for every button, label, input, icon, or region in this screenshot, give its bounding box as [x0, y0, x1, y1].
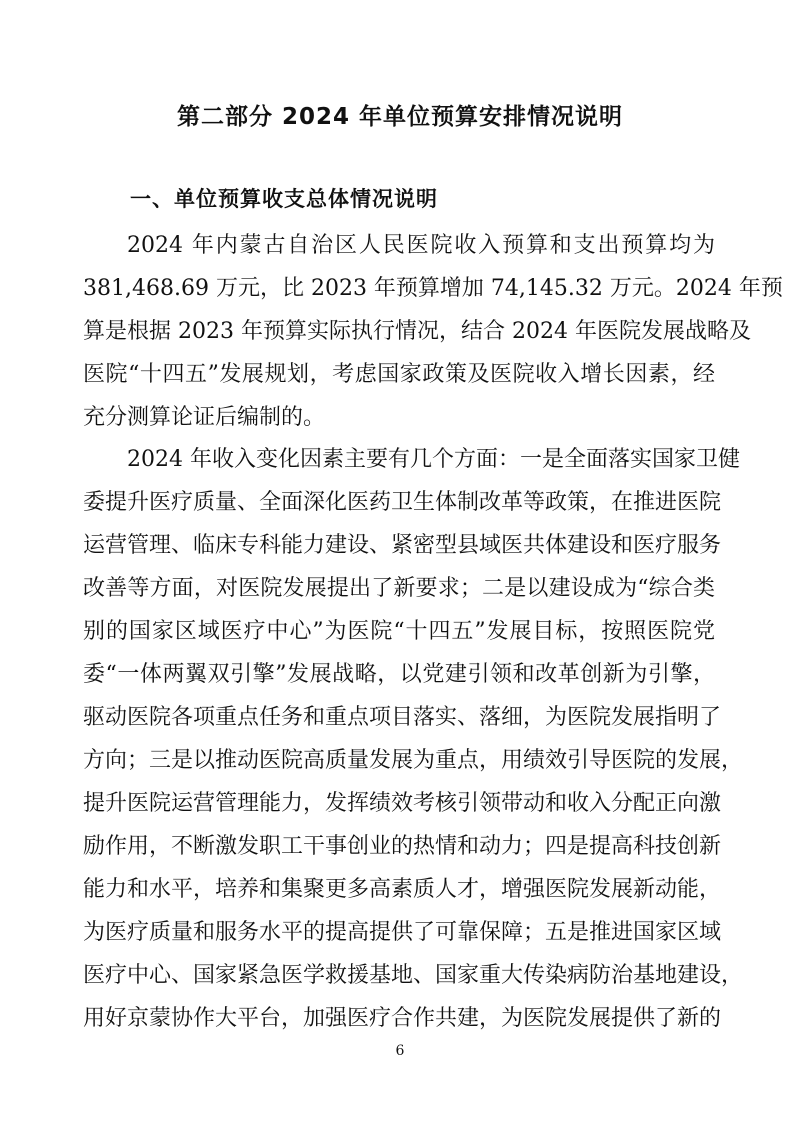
text-line: 能力和水平，培养和集聚更多高素质人才，增强医院发展新动能，	[83, 877, 722, 902]
page-title: 第二部分 2024 年单位预算安排情况说明	[176, 104, 624, 130]
paragraph-income-factors	[83, 438, 744, 1040]
text-line: 改善等方面，对医院发展提出了新要求；二是以建设成为“综合类	[83, 576, 715, 601]
text-line: 委提升医疗质量、全面深化医药卫生体制改革等政策，在推进医院	[83, 490, 722, 515]
section-heading: 一、单位预算收支总体情况说明	[130, 187, 438, 211]
text-line: 算是根据 2023 年预算实际执行情况，结合 2024 年医院发展战略及	[83, 319, 751, 344]
text-line: 2024 年内蒙古自治区人民医院收入预算和支出预算均为	[127, 233, 715, 258]
text-line: 2024 年收入变化因素主要有几个方面：一是全面落实国家卫健	[127, 447, 740, 472]
text-line: 381,468.69 万元，比 2023 年预算增加 74,145.32 万元。2024 年预	[83, 276, 783, 301]
page-number: 6	[395, 1043, 405, 1059]
text-line: 运营管理、临床专科能力建设、紧密型县域医共体建设和医疗服务	[83, 533, 722, 558]
text-line: 方向；三是以推动医院高质量发展为重点，用绩效引导医院的发展，	[83, 748, 744, 773]
text-line: 充分测算论证后编制的。	[83, 405, 326, 430]
text-line: 提升医院运营管理能力，发挥绩效考核引领带动和收入分配正向激	[83, 791, 722, 816]
paragraph-budget-overview	[83, 224, 783, 439]
text-line: 医疗中心、国家紧急医学救援基地、国家重大传染病防治基地建设，	[83, 963, 744, 988]
text-line: 别的国家区域医疗中心”为医院“十四五”发展目标，按照医院党	[83, 619, 715, 644]
text-line: 医院“十四五”发展规划，考虑国家政策及医院收入增长因素，经	[83, 362, 715, 387]
text-line: 为医疗质量和服务水平的提高提供了可靠保障；五是推进国家区域	[83, 920, 722, 945]
text-line: 用好京蒙协作大平台，加强医疗合作共建，为医院发展提供了新的	[83, 1006, 722, 1031]
text-line: 驱动医院各项重点任务和重点项目落实、落细，为医院发展指明了	[83, 705, 722, 730]
text-line: 委“一体两翼双引擎”发展战略，以党建引领和改革创新为引擎，	[83, 662, 715, 687]
text-line: 励作用，不断激发职工干事创业的热情和动力；四是提高科技创新	[83, 834, 722, 859]
